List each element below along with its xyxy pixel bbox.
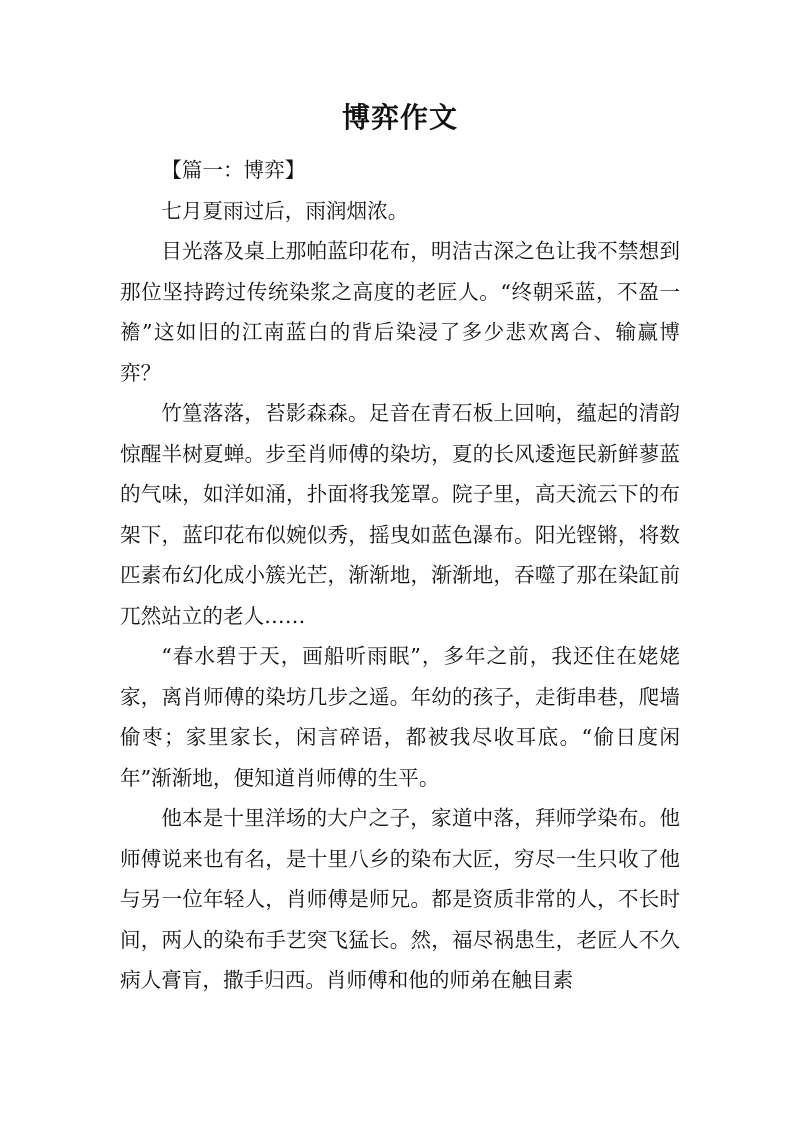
document-title: 博弈作文 [341,101,458,134]
paragraph: “春水碧于天，画船听雨眠”，多年之前，我还住在姥姥家，离肖师傅的染坊几步之遥。年幼的孩子，走街串巷，爬墙偷枣；家里家长，闲言碎语，都被我尽收耳底。“偷日度闲年”渐渐地，便知道肖师傅的生平。 [120,644,680,790]
section-heading: 【篇一：博弈】 [161,158,306,182]
paragraph: 七月夏雨过后，雨润烟浓。 [161,198,409,223]
document-body [120,150,680,1001]
paragraph: 竹篁落落，苔影森森。足音在青石板上回响，蕴起的清韵惊醒半树夏蝉。步至肖师傅的染坊，夏的长风逶迤民新鲜蓼蓝的气味，如洋如涌，扑面将我笼罩。院子里，高天流云下的布架下，蓝印花布似婉似秀，摇曳如蓝色瀑布。阳光铿锵，将数匹素布幻化成小簇光芒，渐渐地，渐渐地，吞噬了那在染缸前兀然站立的老人…… [120,401,680,628]
paragraph: 他本是十里洋场的大户之子，家道中落，拜师学染布。他师傅说来也有名，是十里八乡的染布大匠，穷尽一生只收了他与另一位年轻人，肖师傅是师兄。都是资质非常的人，不长时间，两人的染布手艺突飞猛长。然，福尽祸患生，老匠人不久病人膏肓，撒手归西。肖师傅和他的师弟在触目素 [120,806,680,992]
paragraph: 目光落及桌上那帕蓝印花布，明洁古深之色让我不禁想到那位坚持跨过传统染浆之高度的老匠人。“终朝采蓝，不盈一襜”这如旧的江南蓝白的背后染浸了多少悲欢离合、输赢博弈？ [120,239,680,385]
